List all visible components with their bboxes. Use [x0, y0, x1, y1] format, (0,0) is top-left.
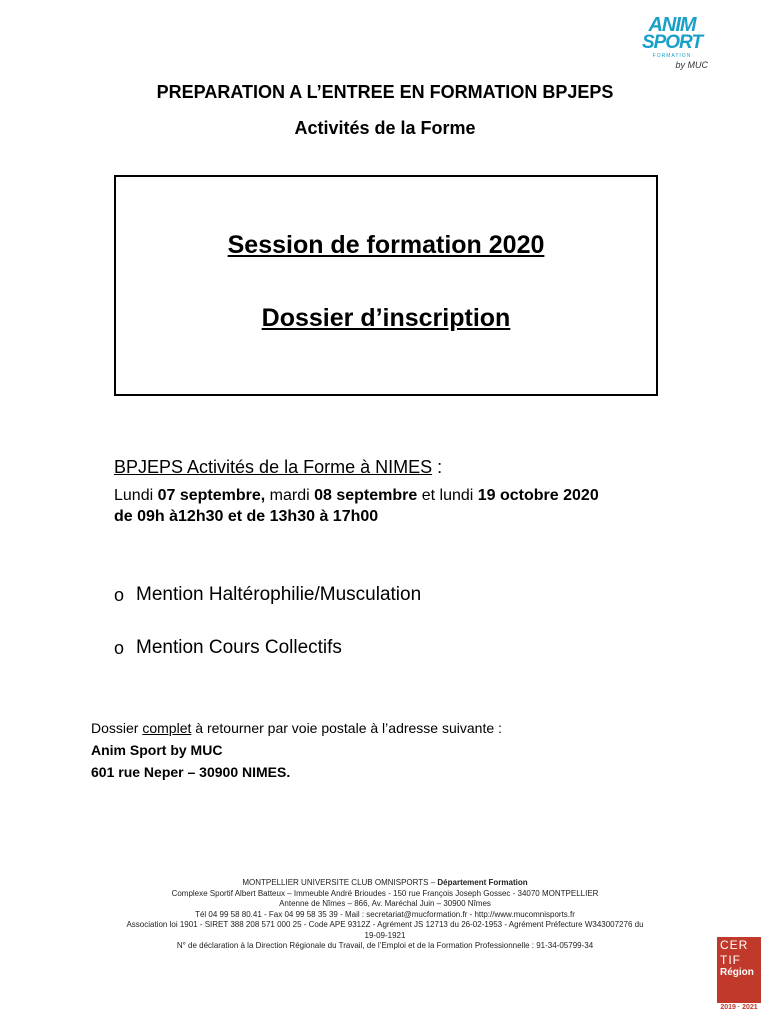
certif-region-logo	[717, 937, 761, 1003]
footer-org: MONTPELLIER UNIVERSITE CLUB OMNISPORTS –	[242, 878, 438, 887]
footer-line6: 19-09-1921	[364, 930, 406, 940]
return-address: 601 rue Neper – 30900 NIMES.	[91, 764, 291, 780]
certif-years: 2019 · 2021	[720, 1004, 758, 1011]
logo-line4: by MUC	[675, 60, 708, 70]
certif-text-1: CER	[720, 938, 749, 952]
session-dates	[114, 484, 599, 508]
footer-line1	[80, 878, 690, 889]
date-text-3: et lundi	[417, 487, 478, 504]
option-bullet-icon: o	[114, 584, 125, 605]
certif-text-3: Région	[720, 967, 754, 978]
logo-line3: FORMATION	[652, 53, 692, 59]
return-text-1: Dossier	[91, 720, 143, 736]
date-bold-2: 08 septembre	[314, 487, 418, 504]
option-bullet-icon: o	[114, 637, 125, 658]
option-cours-collectifs[interactable]	[114, 637, 342, 659]
anim-sport-logo	[636, 16, 708, 80]
option-label: Mention Haltérophilie/Musculation	[136, 584, 422, 605]
session-hours: de 09h à12h30 et de 13h30 à 17h00	[114, 508, 379, 525]
return-name: Anim Sport by MUC	[91, 742, 223, 758]
certif-text-2: TIF	[720, 953, 741, 967]
return-text-2: à retourner par voie postale à l’adresse suivante :	[191, 720, 502, 736]
dossier-title: Dossier d’inscription	[261, 304, 511, 332]
footer-line4: Tél 04 99 58 80.41 - Fax 04 99 58 35 39 - Mail : secretariat@mucformation.fr - http://www.mucomnisports.fr	[195, 909, 575, 919]
footer	[80, 878, 690, 952]
footer-line7: N° de déclaration à la Direction Régionale du Travail, de l’Emploi et de la Formation Professionnelle : 91-34-05799-34	[176, 941, 594, 950]
session-box	[114, 175, 658, 396]
bpjeps-heading	[114, 457, 442, 478]
return-text-underlined: complet	[142, 720, 192, 736]
date-text-2: mardi	[265, 487, 315, 504]
session-title: Session de formation 2020	[227, 231, 545, 259]
option-label: Mention Cours Collectifs	[136, 637, 342, 658]
footer-dept: Département Formation	[437, 878, 528, 887]
option-halterophilie[interactable]	[114, 584, 421, 606]
date-bold-3: 19 octobre 2020	[477, 487, 599, 504]
logo-line1: ANIM	[648, 14, 696, 36]
footer-line2: Complexe Sportif Albert Batteux – Immeuble André Brioudes - 150 rue François Joseph Gossec - 34070 MONTPELLIER	[171, 888, 599, 898]
return-instructions	[91, 717, 502, 783]
logo-line2: SPORT	[641, 32, 703, 53]
date-bold-1: 07 septembre,	[157, 487, 266, 504]
bpjeps-heading-colon: :	[432, 457, 443, 477]
return-sentence	[91, 717, 502, 739]
page-title: PREPARATION A L’ENTREE EN FORMATION BPJEPS	[156, 82, 614, 102]
page-subtitle: Activités de la Forme	[294, 118, 476, 138]
footer-line3: Antenne de Nîmes – 866, Av. Maréchal Juin – 30900 Nîmes	[279, 899, 491, 908]
date-text-1: Lundi	[114, 487, 158, 504]
footer-line5: Association loi 1901 - SIRET 388 208 571 000 25 - Code APE 9312Z - Agrément JS 12713 du 26-02-1953 - Agrément Préfecture W343007276 du	[126, 920, 644, 929]
bpjeps-heading-text: BPJEPS Activités de la Forme à NIMES	[114, 457, 433, 477]
